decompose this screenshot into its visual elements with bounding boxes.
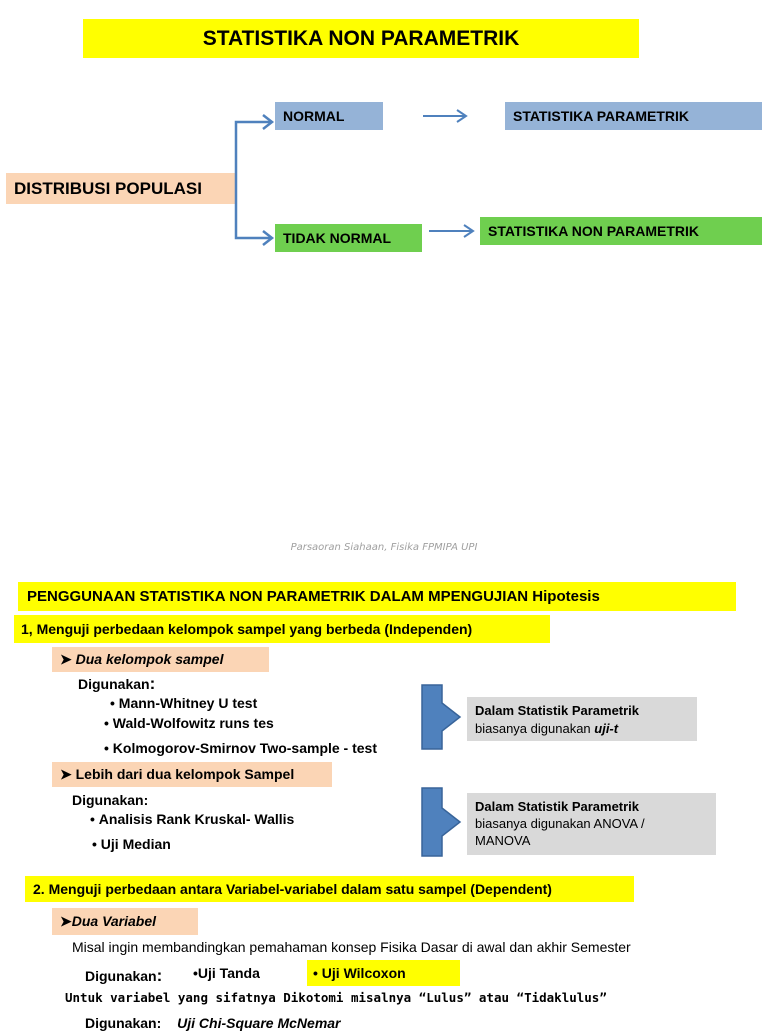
uji-wilcoxon-box bbox=[307, 960, 460, 986]
misal-text: Misal ingin membandingkan pemahaman konsep Fisika Dasar di awal dan akhir Semester bbox=[72, 939, 631, 955]
test-kruskal-wallis: • Analisis Rank Kruskal- Wallis bbox=[90, 811, 294, 827]
uji-wilcoxon-label: • Uji Wilcoxon bbox=[313, 965, 406, 981]
digunakan-line-4 bbox=[85, 1015, 341, 1031]
slide1-title: STATISTIKA NON PARAMETRIK bbox=[83, 19, 639, 58]
digunakan-label-4: Digunakan: bbox=[85, 1015, 162, 1031]
digunakan-line-1 bbox=[78, 674, 155, 694]
dua-kelompok-box bbox=[52, 647, 269, 672]
dua-variabel-label: ➤Dua Variabel bbox=[60, 913, 157, 929]
callout1-plain: biasanya digunakan bbox=[475, 721, 595, 736]
footer-credit: Parsaoran Siahaan, Fisika FPMIPA UPI bbox=[290, 542, 478, 553]
dua-kelompok-label: ➤ Dua kelompok sampel bbox=[60, 651, 223, 667]
tidak-normal-box bbox=[275, 224, 422, 252]
test-mann-whitney: • Mann-Whitney U test bbox=[110, 695, 257, 711]
section1-heading: 1, Menguji perbedaan kelompok sampel yang berbeda (Independen) bbox=[14, 615, 550, 643]
digunakan-label-3: Digunakan bbox=[85, 968, 157, 984]
statistika-parametrik-box bbox=[505, 102, 762, 130]
distribusi-populasi-label: DISTRIBUSI POPULASI bbox=[14, 179, 202, 198]
digunakan-line-2: Digunakan: bbox=[72, 792, 149, 808]
dua-variabel-box bbox=[52, 908, 198, 935]
callout-arrow-1 bbox=[420, 683, 465, 751]
callout2-line2: biasanya digunakan ANOVA / bbox=[475, 816, 645, 831]
callout-box-2 bbox=[467, 793, 716, 855]
normal-box bbox=[275, 102, 383, 130]
statistika-non-parametrik-label: STATISTIKA NON PARAMETRIK bbox=[488, 223, 700, 239]
test-wald-wolfowitz: • Wald-Wolfowitz runs tes bbox=[104, 715, 274, 731]
slide2-title: PENGGUNAAN STATISTIKA NON PARAMETRIK DALAM MPENGUJIAN Hipotesis bbox=[18, 582, 736, 611]
untuk-text: Untuk variabel yang sifatnya Dikotomi misalnya “Lulus” atau “Tidaklulus” bbox=[65, 990, 607, 1005]
lebih-dari-dua-label: ➤ Lebih dari dua kelompok Sampel bbox=[60, 766, 294, 782]
callout2-line3: MANOVA bbox=[475, 833, 531, 848]
digunakan-colon: : bbox=[149, 674, 156, 693]
callout1-emph: uji-t bbox=[594, 721, 619, 736]
digunakan-label-1: Digunakan bbox=[78, 676, 150, 692]
uji-tanda: •Uji Tanda bbox=[193, 965, 260, 981]
tidak-normal-label: TIDAK NORMAL bbox=[283, 230, 392, 246]
lebih-dari-dua-box bbox=[52, 762, 332, 787]
digunakan-colon-3: : bbox=[156, 966, 163, 985]
callout1-line2 bbox=[475, 720, 689, 738]
callout1-line1: Dalam Statistik Parametrik bbox=[475, 703, 640, 718]
mcnemar-label: Uji Chi-Square McNemar bbox=[177, 1015, 341, 1031]
callout-arrow-2 bbox=[420, 786, 465, 858]
statistika-non-parametrik-box bbox=[480, 217, 762, 245]
callout2-line1: Dalam Statistik Parametrik bbox=[475, 799, 640, 814]
branch-connector bbox=[0, 0, 768, 300]
digunakan-line-3 bbox=[85, 966, 162, 986]
normal-label: NORMAL bbox=[283, 108, 345, 124]
section2-heading: 2. Menguji perbedaan antara Variabel-variabel dalam satu sampel (Dependent) bbox=[25, 876, 634, 902]
callout-box-1 bbox=[467, 697, 697, 741]
test-uji-median: • Uji Median bbox=[92, 836, 171, 852]
test-kolmogorov-smirnov: • Kolmogorov-Smirnov Two-sample - test bbox=[104, 740, 377, 756]
statistika-parametrik-label: STATISTIKA PARAMETRIK bbox=[513, 108, 690, 124]
